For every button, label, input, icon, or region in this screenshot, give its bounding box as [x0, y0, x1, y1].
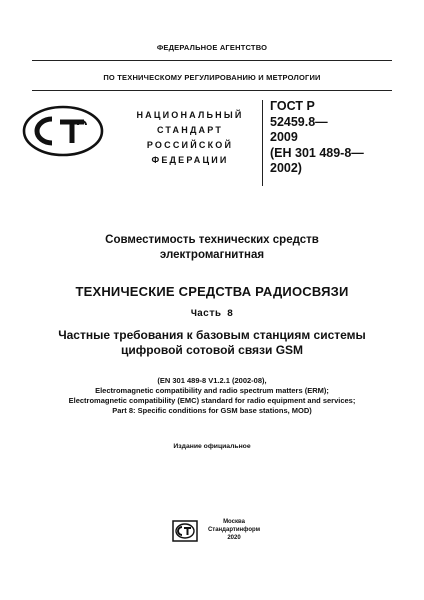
national-standard-label: [120, 108, 260, 168]
publisher-year: 2020: [227, 535, 241, 541]
edition-label: Издание официальное: [173, 443, 251, 450]
publisher-info: [204, 518, 264, 542]
national-line: ФЕДЕРАЦИИ: [151, 155, 229, 165]
national-line: РОССИЙСКОЙ: [146, 140, 234, 150]
title-line-1: Совместимость технических средств: [105, 234, 319, 246]
part-label: Часть 8: [190, 309, 233, 320]
national-line: СТАНДАРТ: [156, 125, 224, 135]
publisher-name: Стандартинформ: [207, 527, 261, 533]
gost-line: 2002): [270, 161, 302, 175]
gost-line: 2009: [270, 130, 298, 144]
divider: [32, 90, 392, 91]
divider: [32, 60, 392, 61]
english-line: Electromagnetic compatibility (EMC) standard for radio equipment and services;: [68, 396, 356, 405]
main-title: ТЕХНИЧЕСКИЕ СРЕДСТВА РАДИОСВЯЗИ: [75, 284, 349, 299]
standartinform-mark-icon: [172, 520, 198, 542]
rst-emblem-icon: [22, 105, 104, 157]
subtitle-block: [0, 328, 424, 358]
english-line: Part 8: Specific conditions for GSM base stations, MOD): [112, 406, 312, 415]
national-line: НАЦИОНАЛЬНЫЙ: [136, 110, 244, 120]
subtitle-line-2: цифровой сотовой связи GSM: [120, 343, 304, 357]
publisher-city: Москва: [223, 519, 245, 525]
vertical-divider: [262, 100, 263, 186]
gost-line: 52459.8—: [270, 114, 328, 129]
english-line: (EN 301 489-8 V1.2.1 (2002-08),: [157, 376, 267, 385]
english-reference: [0, 376, 424, 416]
gost-designation: [270, 99, 400, 177]
gost-line: ГОСТ Р: [270, 99, 315, 113]
gost-line: (ЕН 301 489-8—: [270, 145, 364, 160]
agency-line-2: ПО ТЕХНИЧЕСКОМУ РЕГУЛИРОВАНИЮ И МЕТРОЛОГИИ: [103, 73, 321, 82]
title-block: [0, 233, 424, 263]
agency-line-1: ФЕДЕРАЛЬНОЕ АГЕНТСТВО: [156, 43, 268, 52]
english-line: Electromagnetic compatibility and radio spectrum matters (ERM);: [95, 386, 329, 395]
subtitle-line-1: Частные требования к базовым станциям системы: [58, 328, 366, 342]
title-line-2: электромагнитная: [159, 249, 265, 261]
